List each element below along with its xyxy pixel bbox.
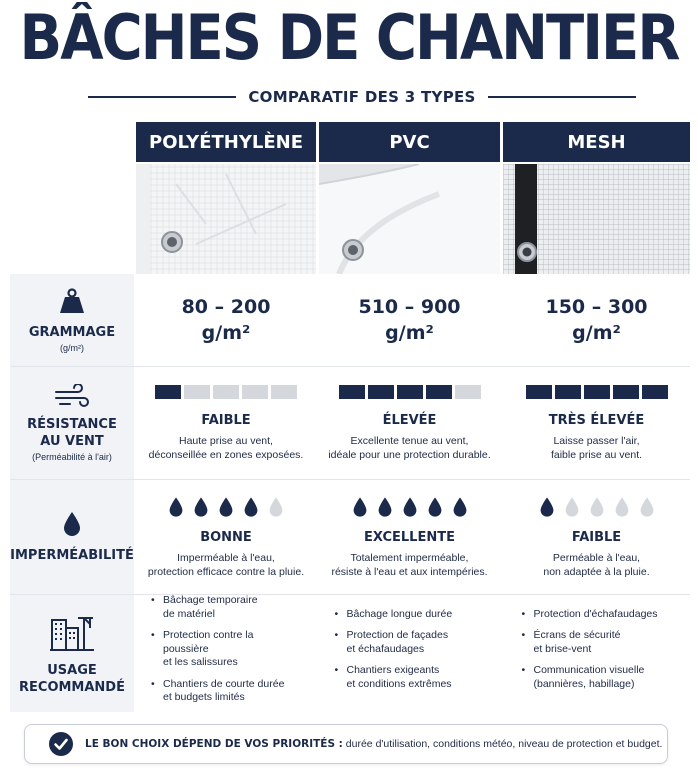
polyethylene-tarp-image (136, 164, 316, 274)
water-drop-icon (639, 496, 655, 518)
row-label-waterproof: IMPERMÉABILITÉ (10, 480, 134, 594)
water-drop-icon (243, 496, 259, 518)
wind-bar-segment (155, 385, 181, 399)
grammage-pvc: 510 – 900 g/m² (319, 274, 500, 366)
usage-polyethylene (136, 595, 316, 712)
waterproof-mesh: FAIBLE Perméable à l'eau, non adaptée à la pluie. (503, 480, 690, 594)
wind-bar-segment (271, 385, 297, 399)
usage-mesh (503, 595, 690, 712)
wind-bar-segment (242, 385, 268, 399)
water-drop-icon (402, 496, 418, 518)
water-drop-icon (614, 496, 630, 518)
footer-tip-box (24, 724, 668, 764)
waterproof-level (539, 496, 655, 518)
wind-bar-segment (184, 385, 210, 399)
water-drop-icon (62, 511, 82, 537)
wind-bar-segment (526, 385, 552, 399)
buildings-crane-icon (50, 612, 94, 652)
wind-bar-segment (555, 385, 581, 399)
wind-bar-segment (368, 385, 394, 399)
water-drop-icon (589, 496, 605, 518)
list-item: • Bâchage longue durée (335, 608, 485, 622)
usage-pvc (319, 595, 500, 712)
pvc-tarp-image (319, 164, 500, 274)
weight-icon (58, 288, 86, 314)
usage-list (151, 594, 301, 713)
wind-pvc: ÉLEVÉE Excellente tenue au vent, idéale pour une protection durable. (319, 367, 500, 479)
list-item: • Protection d'échafaudages (522, 608, 672, 622)
list-item: • Protection contre la poussière et les salissures (151, 629, 301, 670)
wind-bar-segment (426, 385, 452, 399)
wind-bar-segment (642, 385, 668, 399)
wind-polyethylene: FAIBLE Haute prise au vent, déconseillée en zones exposées. (136, 367, 316, 479)
page-subtitle: COMPARATIF DES 3 TYPES (248, 88, 476, 106)
water-drop-icon (377, 496, 393, 518)
water-drop-icon (218, 496, 234, 518)
water-drop-icon (539, 496, 555, 518)
wind-icon (54, 384, 90, 408)
grammage-mesh: 150 – 300 g/m² (503, 274, 690, 366)
column-header-polyethylene: POLYÉTHYLÈNE (136, 122, 316, 162)
wind-bar-segment (397, 385, 423, 399)
row-label-usage: USAGE RECOMMANDÉ (10, 595, 134, 712)
waterproof-polyethylene: BONNE Imperméable à l'eau, protection efficace contre la pluie. (136, 480, 316, 594)
wind-mesh: TRÈS ÉLEVÉE Laisse passer l'air, faible prise au vent. (503, 367, 690, 479)
check-circle-icon (49, 732, 73, 756)
water-drop-icon (268, 496, 284, 518)
row-label-wind: RÉSISTANCE AU VENT (Perméabilité à l'air) (10, 367, 134, 479)
water-drop-icon (564, 496, 580, 518)
list-item: • Écrans de sécurité et brise-vent (522, 629, 672, 656)
column-header-mesh: MESH (503, 122, 690, 162)
subtitle-row (88, 86, 636, 108)
wind-level-bar (526, 385, 668, 399)
wind-bar-segment (613, 385, 639, 399)
waterproof-level (168, 496, 284, 518)
wind-bar-segment (584, 385, 610, 399)
list-item: • Bâchage temporaire de matériel (151, 594, 301, 621)
water-drop-icon (352, 496, 368, 518)
waterproof-level (352, 496, 468, 518)
wind-bar-segment (339, 385, 365, 399)
divider-right (488, 96, 636, 98)
wind-level-bar (339, 385, 481, 399)
water-drop-icon (168, 496, 184, 518)
water-drop-icon (427, 496, 443, 518)
list-item: • Communication visuelle (bannières, habillage) (522, 664, 672, 691)
footer-text: LE BON CHOIX DÉPEND DE VOS PRIORITÉS : durée d'utilisation, conditions météo, niveau de protection et budget. (85, 738, 663, 750)
usage-list (335, 608, 485, 700)
water-drop-icon (193, 496, 209, 518)
divider-left (88, 96, 236, 98)
wind-bar-segment (455, 385, 481, 399)
water-drop-icon (452, 496, 468, 518)
row-label-grammage: GRAMMAGE (g/m²) (10, 274, 134, 366)
list-item: • Protection de façades et échafaudages (335, 629, 485, 656)
mesh-tarp-image (503, 164, 690, 274)
column-header-pvc: PVC (319, 122, 500, 162)
wind-bar-segment (213, 385, 239, 399)
wind-level-bar (155, 385, 297, 399)
list-item: • Chantiers exigeants et conditions extrêmes (335, 664, 485, 691)
waterproof-pvc: EXCELLENTE Totalement imperméable, résiste à l'eau et aux intempéries. (319, 480, 500, 594)
list-item: • Chantiers de courte durée et budgets limités (151, 678, 301, 705)
page-title: BÂCHES DE CHANTIER (19, 2, 679, 75)
usage-list (522, 608, 672, 700)
grammage-polyethylene: 80 – 200 g/m² (136, 274, 316, 366)
